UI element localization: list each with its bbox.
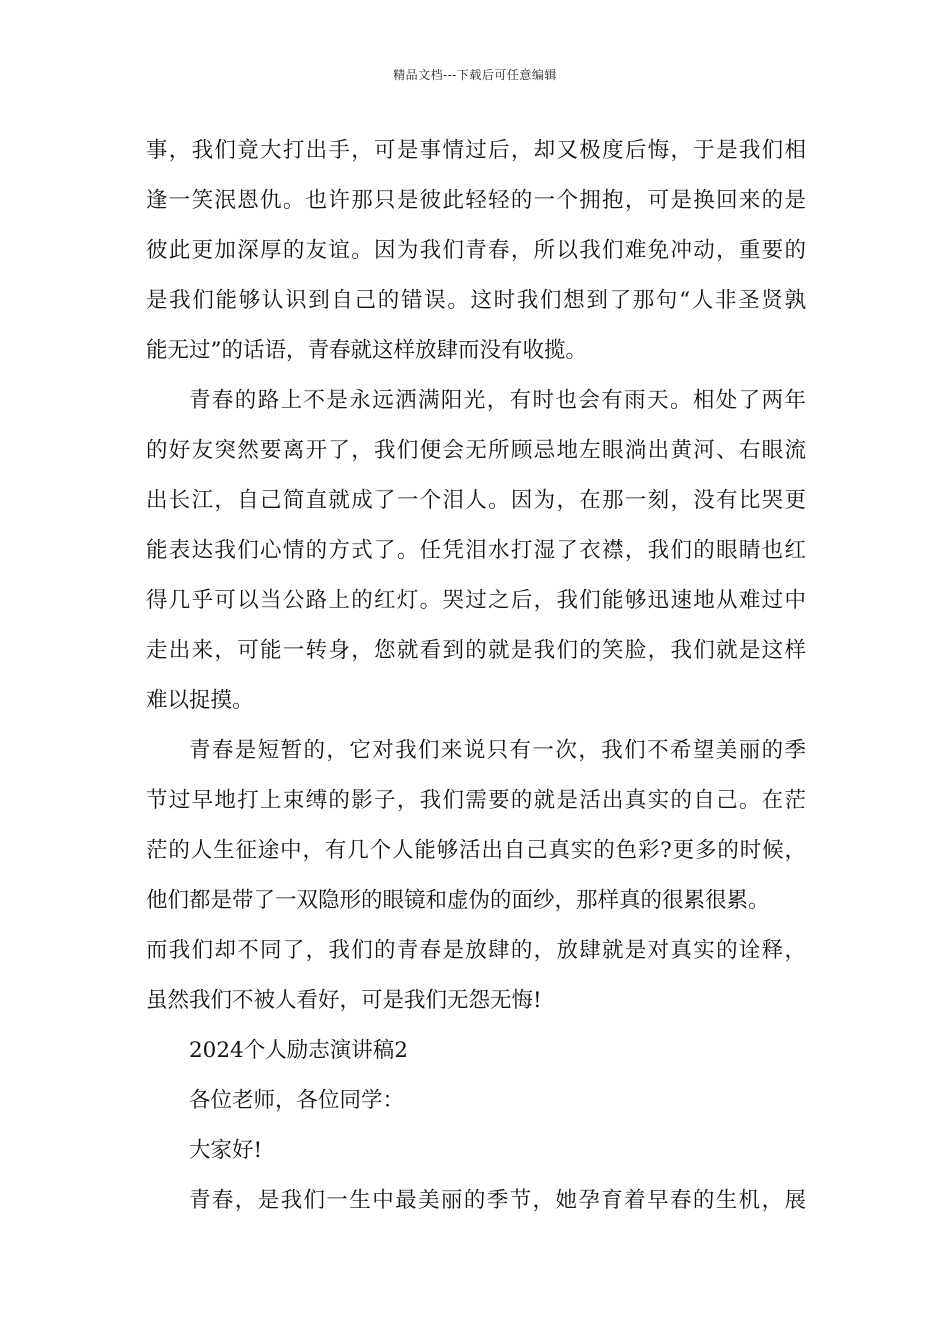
text-line: 而我们却不同了，我们的青春是放肆的，放肆就是对真实的诠释， bbox=[146, 938, 806, 963]
greeting: 大家好! bbox=[189, 1138, 263, 1163]
text-line: 节过早地打上束缚的影子，我们需要的就是活出真实的自己。在茫 bbox=[146, 788, 806, 813]
text-line: 是我们能够认识到自己的错误。这时我们想到了那句“人非圣贤孰 bbox=[146, 288, 806, 313]
text-line: 出长江，自己简直就成了一个泪人。因为，在那一刻，没有比哭更 bbox=[146, 488, 806, 513]
text-line: 他们都是带了一双隐形的眼镜和虚伪的面纱，那样真的很累很累。 bbox=[146, 888, 770, 913]
paragraph-start-line: 青春，是我们一生中最美丽的季节，她孕育着早春的生机，展 bbox=[189, 1188, 806, 1213]
text-line: 能无过”的话语，青春就这样放肆而没有收揽。 bbox=[146, 338, 587, 363]
text-line: 事，我们竟大打出手，可是事情过后，却又极度后悔，于是我们相 bbox=[146, 138, 806, 163]
paragraph-start-line: 青春是短暂的，它对我们来说只有一次，我们不希望美丽的季 bbox=[189, 738, 806, 763]
text-line: 难以捉摸。 bbox=[146, 688, 254, 713]
text-line: 逢一笑泯恩仇。也许那只是彼此轻轻的一个拥抱，可是换回来的是 bbox=[146, 188, 806, 213]
section-title: 2024个人励志演讲稿2 bbox=[189, 1038, 408, 1063]
salutation: 各位老师，各位同学： bbox=[189, 1088, 405, 1113]
text-line: 虽然我们不被人看好，可是我们无怨无悔! bbox=[146, 988, 542, 1013]
text-line: 得几乎可以当公路上的红灯。哭过之后，我们能够迅速地从难过中 bbox=[146, 588, 806, 613]
document-body bbox=[146, 126, 806, 1226]
text-line: 茫的人生征途中，有几个人能够活出自己真实的色彩?更多的时候， bbox=[146, 838, 806, 863]
text-line: 能表达我们心情的方式了。任凭泪水打湿了衣襟，我们的眼睛也红 bbox=[146, 538, 806, 563]
text-line: 的好友突然要离开了，我们便会无所顾忌地左眼淌出黄河、右眼流 bbox=[146, 438, 806, 463]
text-line: 彼此更加深厚的友谊。因为我们青春，所以我们难免冲动，重要的 bbox=[146, 238, 806, 263]
page-header: 精品文档---下载后可任意编辑 bbox=[393, 68, 557, 82]
paragraph-start-line: 青春的路上不是永远洒满阳光，有时也会有雨天。相处了两年 bbox=[189, 388, 806, 413]
text-line: 走出来，可能一转身，您就看到的就是我们的笑脸，我们就是这样 bbox=[146, 638, 806, 663]
